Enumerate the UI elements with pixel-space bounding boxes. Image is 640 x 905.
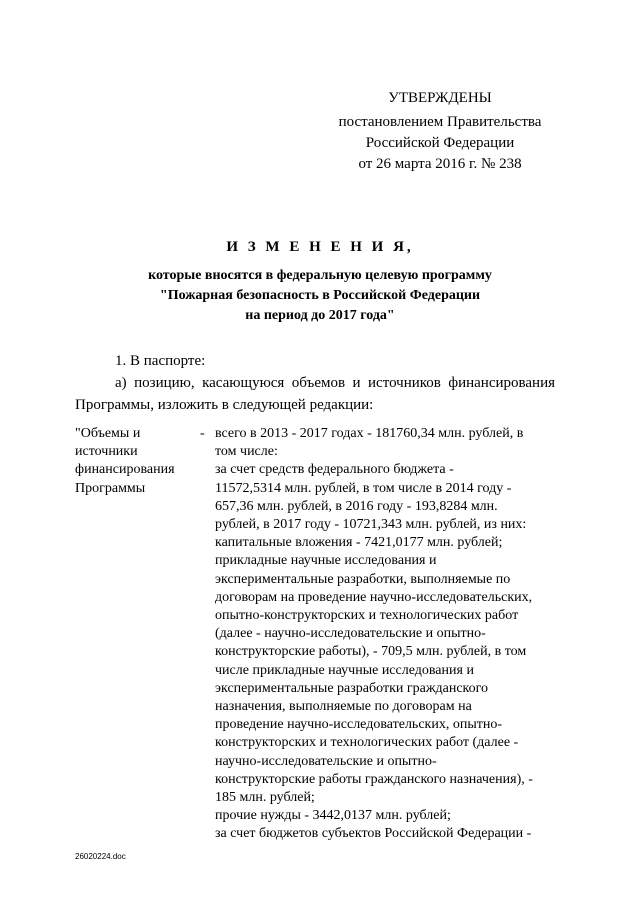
passport-value-line: 657,36 млн. рублей, в 2016 году - 193,8284 млн. [215, 498, 498, 514]
passport-dash: - [200, 426, 205, 441]
passport-label-line: финансирования [75, 462, 175, 478]
title-changes: И З М Е Н Е Н И Я, [226, 239, 414, 255]
passport-value-line: за счет средств федерального бюджета - [215, 462, 454, 478]
passport-label-line: Программы [75, 480, 146, 496]
passport-value-line: экспериментальные разработки гражданского [215, 680, 489, 696]
body-text [75, 350, 555, 416]
passport-value-line: за счет бюджетов субъектов Российской Федерации - [215, 826, 532, 842]
approval-block [330, 88, 550, 175]
passport-value-line: (далее - научно-исследовательские и опытно- [215, 626, 486, 642]
passport-label [75, 425, 197, 498]
passport-label-line: "Объемы и [75, 426, 141, 441]
passport-value-line: конструкторские работы гражданского назначения), - [215, 771, 533, 787]
passport-value-line: числе прикладные научные исследования и [215, 662, 474, 678]
item-a-line-1: а) позицию, касающуюся объемов и источников финансирования [115, 375, 555, 391]
passport-value-line: 185 млн. рублей; [215, 790, 315, 806]
passport-value-line: проведение научно-исследовательских, опытно- [215, 717, 502, 733]
passport-value-line: опытно-конструкторских и технологических работ [215, 608, 519, 624]
document-title [60, 237, 580, 326]
passport-value-line: назначения, выполняемые по договорам на [215, 699, 472, 715]
item-1: 1. В паспорте: [115, 353, 206, 369]
title-line: которые вносятся в федеральную целевую программу [148, 268, 492, 283]
approval-heading: УТВЕРЖДЕНЫ [388, 90, 492, 106]
passport-value-line: экспериментальные разработки, выполняемые по [215, 571, 511, 587]
passport-value-line: том числе: [215, 444, 278, 460]
passport-value-line: рублей, в 2017 году - 10721,343 млн. рублей, из них: [215, 517, 527, 533]
title-line: на период до 2017 года" [245, 308, 395, 323]
approval-date-line: от 26 марта 2016 г. № 238 [358, 156, 522, 172]
passport-value-line: конструкторские работы), - 709,5 млн. рублей, в том [215, 644, 527, 660]
passport-label-line: источники [75, 444, 138, 460]
approval-line: постановлением Правительства [338, 114, 542, 130]
title-line: "Пожарная безопасность в Российской Федерации [159, 288, 481, 303]
passport-value-line: научно-исследовательские и опытно- [215, 753, 437, 769]
file-name-footer: 26020224.doc [75, 852, 126, 861]
passport-value-line: всего в 2013 - 2017 годах - 181760,34 млн. рублей, в [215, 426, 524, 441]
passport-value-line: договорам на проведение научно-исследовательских, [215, 589, 533, 605]
passport-value-line: прикладные научные исследования и [215, 553, 437, 569]
passport-value-line: конструкторских и технологических работ (далее - [215, 735, 519, 751]
passport-value-line: 11572,5314 млн. рублей, в том числе в 2014 году - [215, 480, 512, 496]
passport-value-line: капитальные вложения - 7421,0177 млн. рублей; [215, 535, 503, 551]
passport-value-line: прочие нужды - 3442,0137 млн. рублей; [215, 808, 451, 824]
passport-value [215, 425, 560, 844]
approval-line: Российской Федерации [365, 135, 515, 151]
item-a-line-2: Программы, изложить в следующей редакции: [75, 397, 374, 413]
